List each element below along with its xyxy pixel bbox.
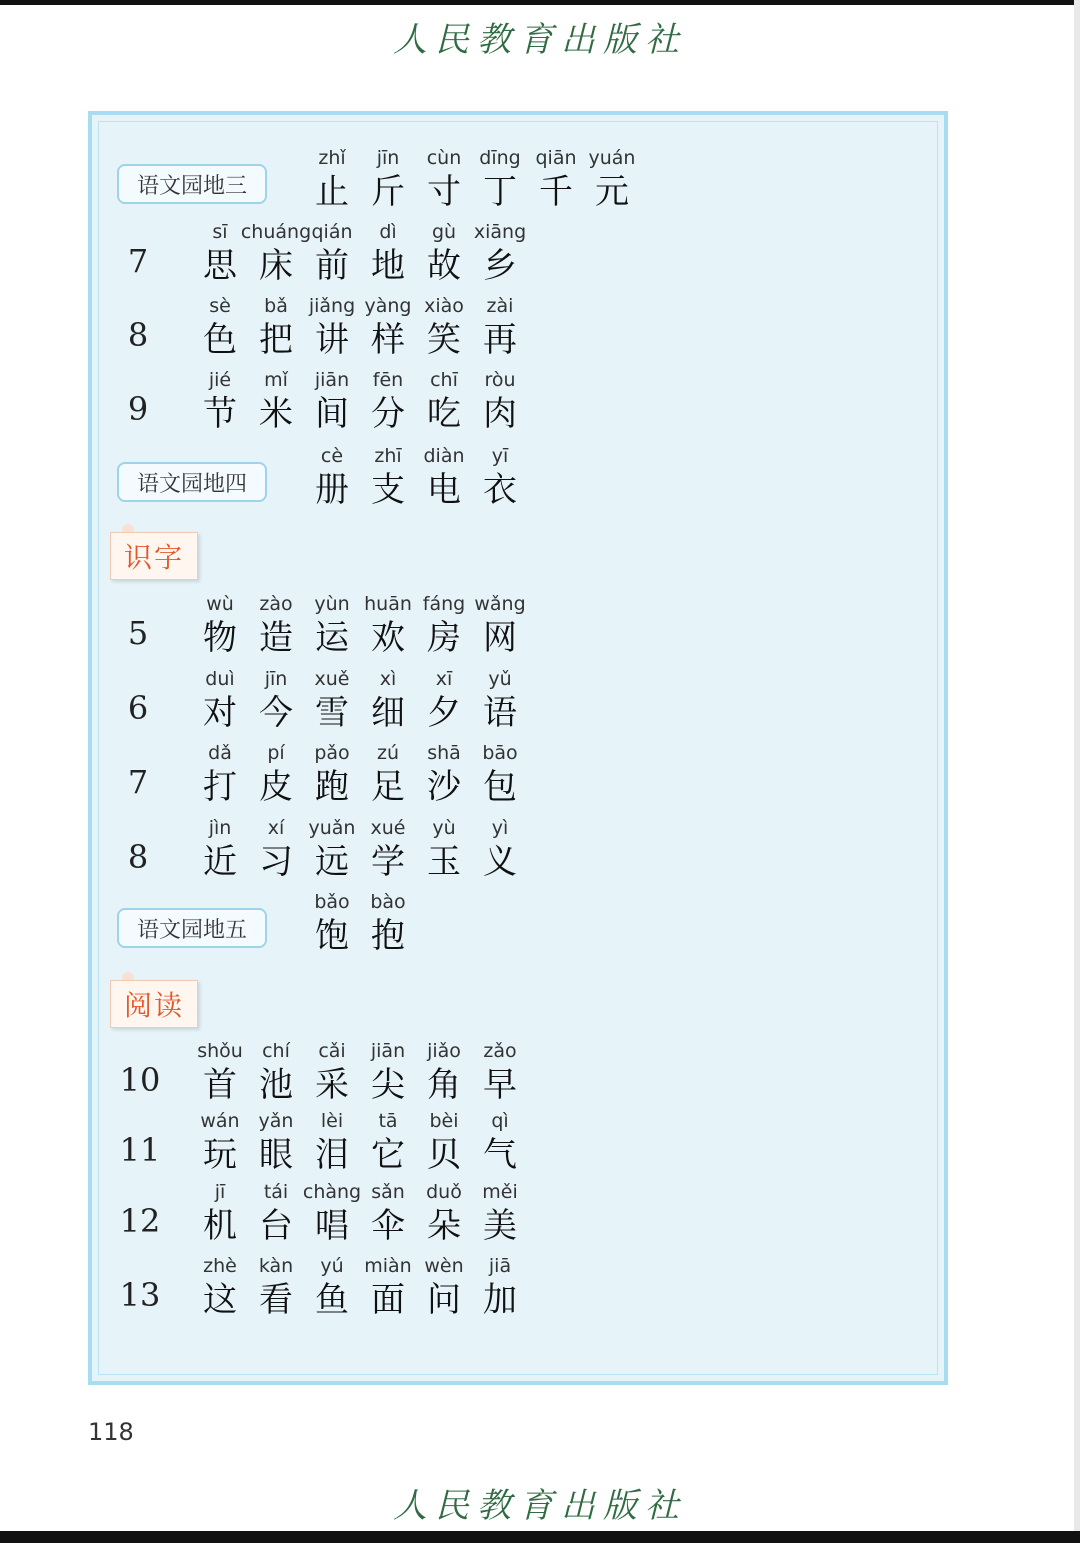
hanzi: 运 bbox=[315, 618, 349, 658]
pinyin: xiāng bbox=[473, 221, 527, 243]
hanzi: 房 bbox=[427, 618, 461, 658]
hanzi: 伞 bbox=[371, 1206, 405, 1246]
hanzi: 气 bbox=[483, 1135, 517, 1175]
hanzi: 美 bbox=[483, 1206, 517, 1246]
hanzi: 夕 bbox=[427, 693, 461, 733]
hanzi: 分 bbox=[371, 394, 405, 434]
lesson-row bbox=[88, 816, 948, 886]
section-heading: 阅读 bbox=[110, 980, 198, 1028]
pinyin: xiào bbox=[424, 295, 464, 317]
lesson-number: 8 bbox=[127, 838, 149, 876]
lesson-number: 7 bbox=[127, 763, 149, 801]
pinyin: chuáng bbox=[240, 221, 312, 243]
pinyin: yǎn bbox=[258, 1110, 294, 1132]
pinyin: dǎ bbox=[208, 742, 232, 764]
lesson-number: 7 bbox=[127, 242, 149, 280]
pinyin: xuě bbox=[314, 668, 350, 690]
section-heading: 识字 bbox=[110, 532, 198, 580]
hanzi: 对 bbox=[203, 693, 237, 733]
hanzi: 足 bbox=[371, 767, 405, 807]
lesson-row bbox=[88, 667, 948, 737]
pinyin: ròu bbox=[484, 369, 516, 391]
hanzi: 早 bbox=[483, 1065, 517, 1105]
pinyin: zhè bbox=[203, 1255, 237, 1277]
pinyin: xí bbox=[267, 817, 285, 839]
hanzi: 斤 bbox=[371, 172, 405, 212]
hanzi: 网 bbox=[483, 618, 517, 658]
hanzi: 笑 bbox=[427, 320, 461, 360]
hanzi: 故 bbox=[427, 246, 461, 286]
pinyin: tái bbox=[263, 1181, 289, 1203]
hanzi: 丁 bbox=[483, 172, 517, 212]
garden-label: 语文园地五 bbox=[117, 908, 267, 948]
pinyin: wèn bbox=[424, 1255, 464, 1277]
lesson-number: 5 bbox=[127, 614, 149, 652]
garden-label: 语文园地三 bbox=[117, 164, 267, 204]
hanzi: 鱼 bbox=[315, 1280, 349, 1320]
pinyin: zú bbox=[376, 742, 399, 764]
publisher-logo-bottom: 人民教育出版社 bbox=[393, 1486, 687, 1526]
garden-row bbox=[88, 146, 948, 216]
hanzi: 采 bbox=[315, 1065, 349, 1105]
pinyin: mǐ bbox=[264, 369, 288, 391]
lesson-row bbox=[88, 592, 948, 662]
pinyin: pí bbox=[267, 742, 285, 764]
garden-row bbox=[88, 444, 948, 514]
lesson-row bbox=[88, 368, 948, 438]
pinyin: bǎ bbox=[264, 295, 288, 317]
garden-row bbox=[88, 890, 948, 960]
hanzi: 它 bbox=[371, 1135, 405, 1175]
pinyin: jiǎng bbox=[308, 295, 356, 317]
hanzi: 元 bbox=[595, 172, 629, 212]
character-item bbox=[472, 741, 528, 811]
character-item bbox=[472, 816, 528, 886]
hanzi: 衣 bbox=[483, 470, 517, 510]
pinyin: jiān bbox=[370, 1040, 406, 1062]
pinyin: diàn bbox=[423, 445, 465, 467]
hanzi: 玉 bbox=[427, 842, 461, 882]
pinyin: yī bbox=[491, 445, 509, 467]
pinyin: pǎo bbox=[314, 742, 350, 764]
pinyin: dīng bbox=[479, 147, 521, 169]
pinyin: jiā bbox=[488, 1255, 512, 1277]
hanzi: 电 bbox=[427, 470, 461, 510]
pinyin: wán bbox=[200, 1110, 240, 1132]
hanzi: 寸 bbox=[427, 172, 461, 212]
hanzi: 贝 bbox=[427, 1135, 461, 1175]
lesson-row bbox=[88, 1180, 948, 1250]
pinyin: yùn bbox=[314, 593, 350, 615]
pinyin: qì bbox=[491, 1110, 509, 1132]
hanzi: 语 bbox=[483, 693, 517, 733]
hanzi: 泪 bbox=[315, 1135, 349, 1175]
hanzi: 再 bbox=[483, 320, 517, 360]
lesson-row bbox=[88, 1254, 948, 1324]
pinyin: qián bbox=[311, 221, 353, 243]
character-item bbox=[472, 220, 528, 290]
lesson-number: 12 bbox=[119, 1202, 161, 1240]
hanzi: 千 bbox=[539, 172, 573, 212]
pinyin: chí bbox=[262, 1040, 290, 1062]
pinyin: bāo bbox=[482, 742, 518, 764]
pinyin: qiān bbox=[535, 147, 577, 169]
hanzi: 把 bbox=[259, 320, 293, 360]
pinyin: chī bbox=[430, 369, 458, 391]
hanzi: 饱 bbox=[315, 916, 349, 956]
hanzi: 近 bbox=[203, 842, 237, 882]
hanzi: 沙 bbox=[427, 767, 461, 807]
pinyin: sī bbox=[212, 221, 228, 243]
pinyin: wù bbox=[206, 593, 234, 615]
lesson-number: 13 bbox=[119, 1276, 161, 1314]
pinyin: yú bbox=[320, 1255, 344, 1277]
hanzi: 地 bbox=[371, 246, 405, 286]
hanzi: 远 bbox=[315, 842, 349, 882]
pinyin: fēn bbox=[372, 369, 404, 391]
pinyin: shā bbox=[427, 742, 461, 764]
lesson-number: 6 bbox=[127, 689, 149, 727]
hanzi: 习 bbox=[259, 842, 293, 882]
pinyin: dì bbox=[379, 221, 397, 243]
pinyin: jīn bbox=[376, 147, 400, 169]
pinyin: cè bbox=[320, 445, 344, 467]
pinyin: jìn bbox=[208, 817, 232, 839]
lesson-number: 8 bbox=[127, 316, 149, 354]
pinyin: cǎi bbox=[318, 1040, 346, 1062]
pinyin: bǎo bbox=[314, 891, 350, 913]
garden-label: 语文园地四 bbox=[117, 462, 267, 502]
pinyin: jī bbox=[214, 1181, 226, 1203]
hanzi: 支 bbox=[371, 470, 405, 510]
character-item bbox=[472, 1254, 528, 1324]
pinyin: zào bbox=[259, 593, 293, 615]
hanzi: 止 bbox=[315, 172, 349, 212]
pinyin: yù bbox=[432, 817, 456, 839]
lesson-number: 10 bbox=[119, 1061, 161, 1099]
hanzi: 色 bbox=[203, 320, 237, 360]
hanzi: 间 bbox=[315, 394, 349, 434]
hanzi: 学 bbox=[371, 842, 405, 882]
page-edge bbox=[1074, 0, 1080, 1543]
pinyin: yuán bbox=[588, 147, 636, 169]
hanzi: 册 bbox=[315, 470, 349, 510]
hanzi: 问 bbox=[427, 1280, 461, 1320]
character-item bbox=[472, 1039, 528, 1109]
hanzi: 眼 bbox=[259, 1135, 293, 1175]
pinyin: shǒu bbox=[197, 1040, 243, 1062]
pinyin: huān bbox=[364, 593, 412, 615]
hanzi: 跑 bbox=[315, 767, 349, 807]
hanzi: 台 bbox=[259, 1206, 293, 1246]
pinyin: zhǐ bbox=[318, 147, 346, 169]
hanzi: 欢 bbox=[371, 618, 405, 658]
hanzi: 朵 bbox=[427, 1206, 461, 1246]
pinyin: yì bbox=[491, 817, 509, 839]
pinyin: jīn bbox=[264, 668, 288, 690]
bottom-border bbox=[0, 1531, 1080, 1543]
hanzi: 尖 bbox=[371, 1065, 405, 1105]
lesson-row bbox=[88, 1109, 948, 1179]
hanzi: 前 bbox=[315, 246, 349, 286]
pinyin: měi bbox=[482, 1181, 518, 1203]
character-item bbox=[472, 667, 528, 737]
hanzi: 物 bbox=[203, 618, 237, 658]
publisher-logo-top: 人民教育出版社 bbox=[393, 20, 687, 60]
pinyin: jiǎo bbox=[427, 1040, 461, 1062]
pinyin: yàng bbox=[364, 295, 412, 317]
hanzi: 池 bbox=[259, 1065, 293, 1105]
hanzi: 加 bbox=[483, 1280, 517, 1320]
character-item bbox=[472, 368, 528, 438]
lesson-number: 11 bbox=[119, 1131, 161, 1169]
pinyin: zǎo bbox=[483, 1040, 517, 1062]
pinyin: cùn bbox=[426, 147, 462, 169]
pinyin: tā bbox=[378, 1110, 398, 1132]
lesson-row bbox=[88, 1039, 948, 1109]
hanzi: 义 bbox=[483, 842, 517, 882]
hanzi: 米 bbox=[259, 394, 293, 434]
hanzi: 乡 bbox=[483, 246, 517, 286]
pinyin: sè bbox=[209, 295, 231, 317]
character-item bbox=[360, 890, 416, 960]
lesson-number: 9 bbox=[127, 390, 149, 428]
pinyin: duǒ bbox=[426, 1181, 462, 1203]
hanzi: 打 bbox=[203, 767, 237, 807]
hanzi: 这 bbox=[203, 1280, 237, 1320]
pinyin: jiān bbox=[314, 369, 350, 391]
pinyin: zài bbox=[486, 295, 514, 317]
character-item bbox=[472, 294, 528, 364]
hanzi: 皮 bbox=[259, 767, 293, 807]
pinyin: yǔ bbox=[488, 668, 512, 690]
pinyin: xī bbox=[435, 668, 453, 690]
character-item bbox=[584, 146, 640, 216]
character-item bbox=[472, 1180, 528, 1250]
pinyin: xì bbox=[379, 668, 397, 690]
character-item bbox=[472, 444, 528, 514]
hanzi: 节 bbox=[203, 394, 237, 434]
hanzi: 讲 bbox=[315, 320, 349, 360]
page-number: 118 bbox=[88, 1418, 134, 1446]
hanzi: 抱 bbox=[371, 916, 405, 956]
lesson-row bbox=[88, 294, 948, 364]
hanzi: 细 bbox=[371, 693, 405, 733]
pinyin: chàng bbox=[302, 1181, 362, 1203]
hanzi: 吃 bbox=[427, 394, 461, 434]
character-item bbox=[472, 1109, 528, 1179]
hanzi: 思 bbox=[203, 246, 237, 286]
pinyin: yuǎn bbox=[308, 817, 356, 839]
pinyin: wǎng bbox=[474, 593, 526, 615]
pinyin: jié bbox=[208, 369, 232, 391]
hanzi: 包 bbox=[483, 767, 517, 807]
pinyin: kàn bbox=[258, 1255, 294, 1277]
hanzi: 面 bbox=[371, 1280, 405, 1320]
hanzi: 今 bbox=[259, 693, 293, 733]
hanzi: 雪 bbox=[315, 693, 349, 733]
hanzi: 唱 bbox=[315, 1206, 349, 1246]
pinyin: sǎn bbox=[371, 1181, 405, 1203]
pinyin: gù bbox=[431, 221, 457, 243]
character-item bbox=[472, 592, 528, 662]
hanzi: 样 bbox=[371, 320, 405, 360]
top-border bbox=[0, 0, 1080, 5]
hanzi: 角 bbox=[427, 1065, 461, 1105]
hanzi: 首 bbox=[203, 1065, 237, 1105]
pinyin: fáng bbox=[422, 593, 466, 615]
hanzi: 玩 bbox=[203, 1135, 237, 1175]
hanzi: 肉 bbox=[483, 394, 517, 434]
hanzi: 床 bbox=[259, 246, 293, 286]
pinyin: zhī bbox=[374, 445, 402, 467]
hanzi: 造 bbox=[259, 618, 293, 658]
hanzi: 看 bbox=[259, 1280, 293, 1320]
hanzi: 机 bbox=[203, 1206, 237, 1246]
lesson-row bbox=[88, 220, 948, 290]
pinyin: duì bbox=[205, 668, 235, 690]
pinyin: bèi bbox=[429, 1110, 459, 1132]
pinyin: miàn bbox=[364, 1255, 412, 1277]
pinyin: lèi bbox=[320, 1110, 344, 1132]
pinyin: xué bbox=[370, 817, 406, 839]
lesson-row bbox=[88, 741, 948, 811]
pinyin: bào bbox=[370, 891, 406, 913]
